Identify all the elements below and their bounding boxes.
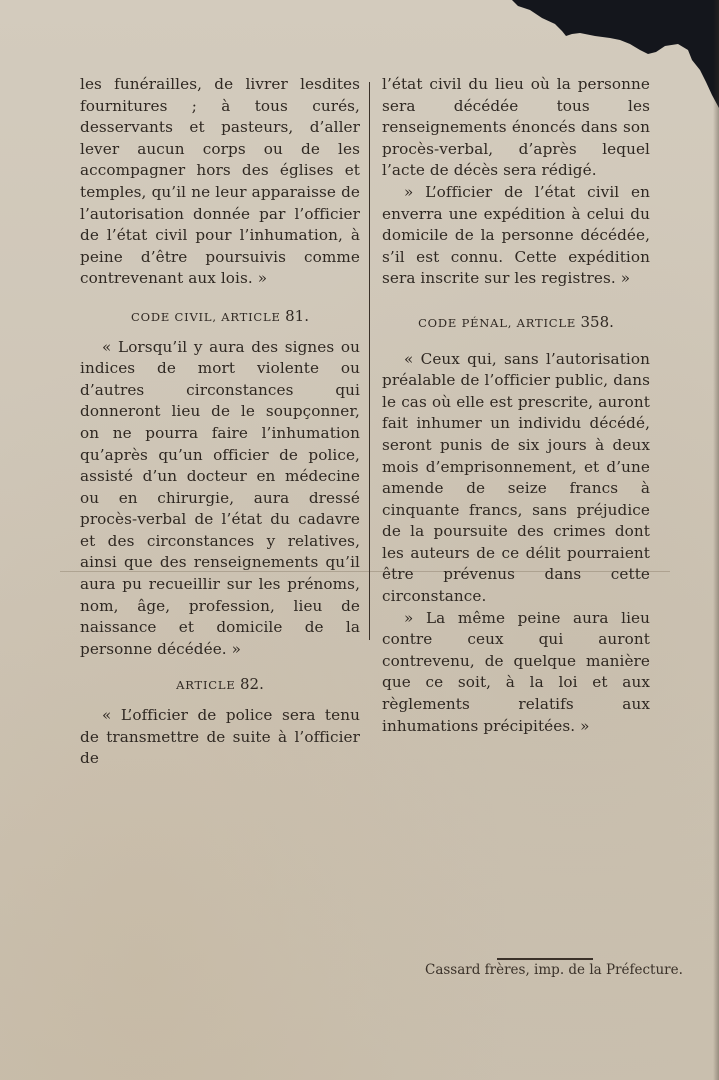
article-358-paragraph-2: » La même peine aura lieu contre ceux qui auront contrevenu, de quelque manière que ce soit, à la loi et aux règlements relatifs aux inhumations précipitées. » [382,608,650,735]
article-82-text-continued: l’état civil du lieu où la personne sera décédée tous les renseignements énoncés dans son procès-verbal, d’après lequel l’acte de décès sera rédigé. [382,75,650,180]
article-358-paragraph-1: « Ceux qui, sans l’autorisation préalable de l’officier public, dans le cas où elle est prescrite, auront fait inhumer un individu décédé, seront punis de six jours à deux mois d’emprisonnement, et d’une amende de seize francs à cinquante francs, sans préjudice de la poursuite des crimes dont les auteurs de ce délit pourraient être prévenus dans cette circonstance. [382,349,650,606]
heading-number: 358. [580,312,614,331]
page-edge-shadow [713,0,719,1080]
heading-number: 81. [285,306,309,325]
printer-rule [497,958,593,960]
article-82-text-start: « L’officier de police sera tenu de transmettre de suite à l’officier de [80,706,360,768]
paragraph-funerailles: les funérailles, de livrer lesdites fournitures ; à tous curés, desservants et pasteurs, d’aller lever aucun corps ou de les accompagner hors des églises et temples, qu’il ne leur apparaisse de l’autorisation donnée par l’officier de l’état civil pour l’inhumation, à peine d’être poursuivis comme contrevenant aux lois. » [80,75,360,288]
heading-code-civil-article-81 [80,306,360,329]
heading-article-82 [80,674,360,697]
heading-prefix: CODE CIVIL, ARTICLE [131,309,281,324]
article-81-text: « Lorsqu’il y aura des signes ou indices de mort violente ou d’autres circonstances qui donneront lieu de le soupçonner, on ne pourra faire l’inhumation qu’après qu’un officier de police, assisté d’un docteur en médecine ou en chirurgie, aura dressé procès-verbal de l’état du cadavre et des circonstances y relatives, ainsi que des renseignements qu’il aura pu recueillir sur les prénoms, nom, âge, profession, lieu de naissance et domicile de la personne décédée. » [80,337,360,658]
heading-prefix: CODE PÉNAL, ARTICLE [418,315,577,330]
heading-number: 82. [240,675,264,694]
printer-credit: Cassard frères, imp. de la Préfecture. [425,962,683,978]
column-divider [369,82,370,640]
heading-code-penal-article-358 [382,312,650,335]
article-82-paragraph-2: » L’officier de l’état civil en enverra une expédition à celui du domicile de la personne décédée, s’il est connu. Cette expédition sera inscrite sur les registres. » [382,182,650,288]
heading-prefix: ARTICLE [176,678,236,693]
right-column [382,74,650,737]
left-column [80,74,360,770]
